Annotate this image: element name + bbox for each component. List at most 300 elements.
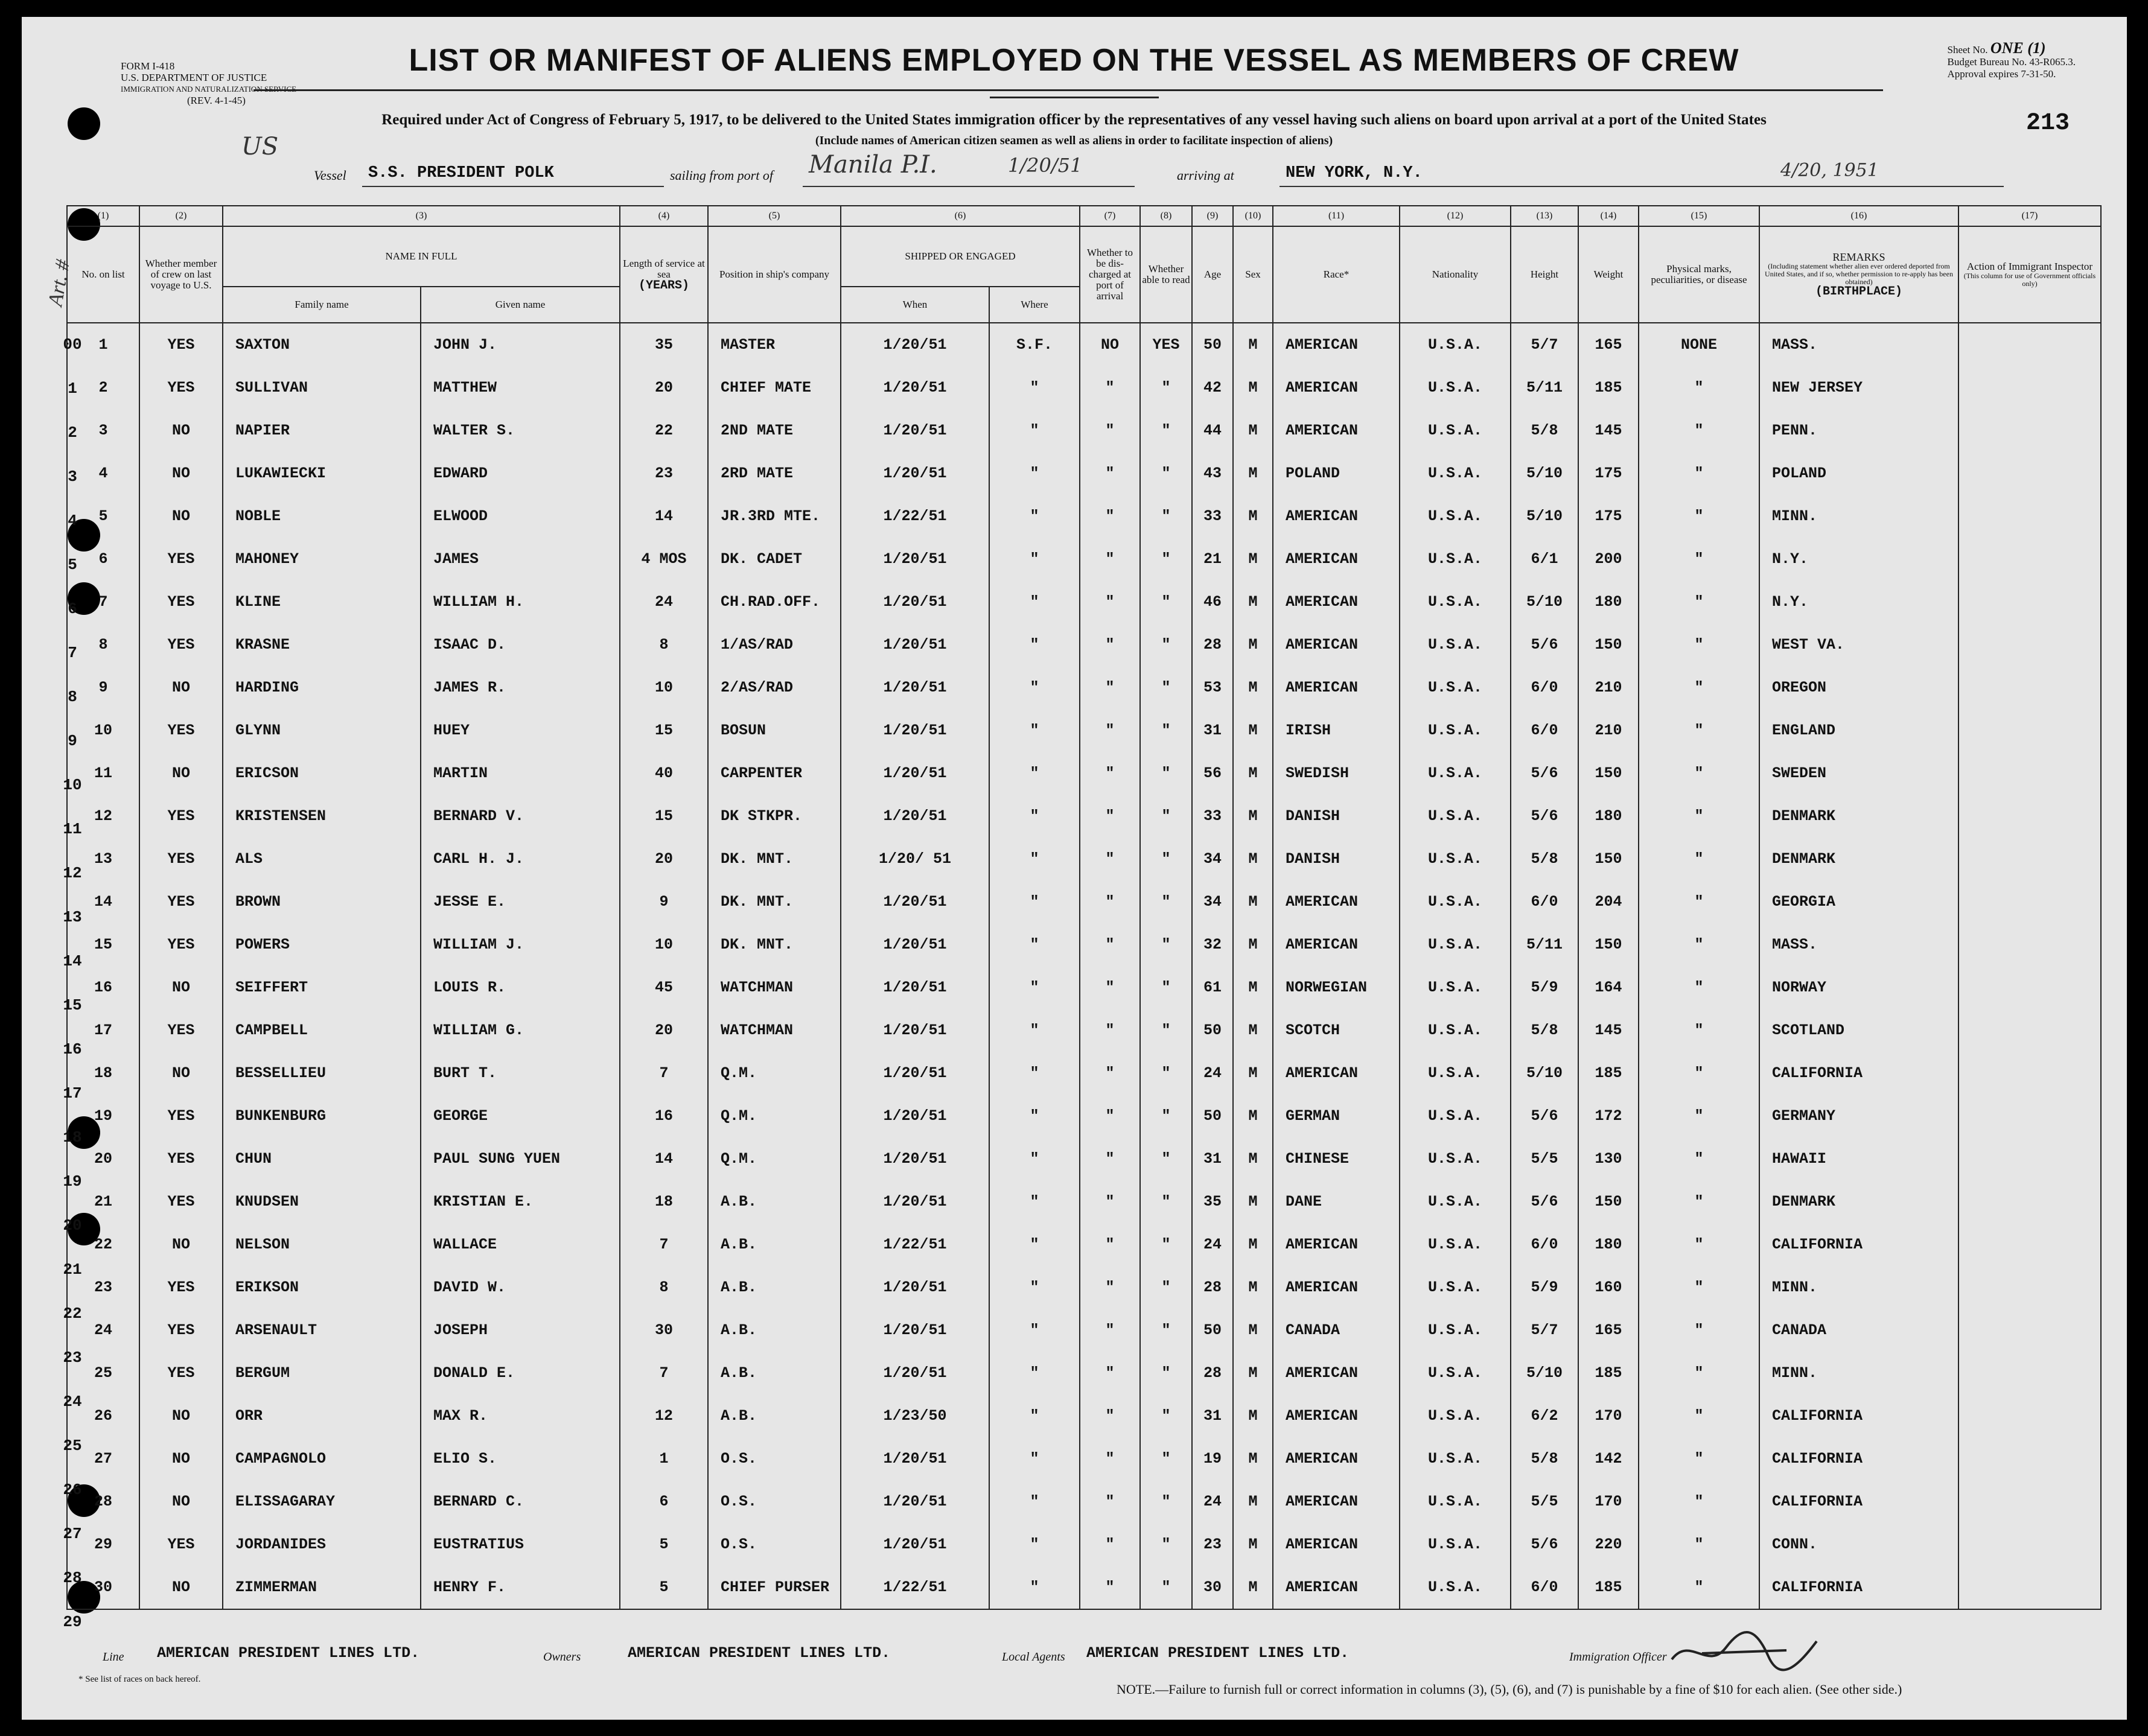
family-name-cell: ERICSON bbox=[223, 752, 421, 795]
race-cell: DANISH bbox=[1273, 795, 1400, 838]
weight-cell: 170 bbox=[1578, 1480, 1639, 1523]
length-service-cell: 8 bbox=[620, 623, 708, 666]
length-service-cell: 9 bbox=[620, 880, 708, 923]
length-service-cell: 20 bbox=[620, 366, 708, 409]
table-row bbox=[67, 880, 2101, 923]
title-underline bbox=[990, 97, 1159, 98]
voyage-cell: YES bbox=[139, 923, 223, 966]
weight-cell: 220 bbox=[1578, 1523, 1639, 1566]
inspector-action-cell bbox=[1958, 580, 2101, 623]
race-cell: NORWEGIAN bbox=[1273, 966, 1400, 1009]
given-name-cell: DAVID W. bbox=[421, 1266, 620, 1309]
sex-cell: M bbox=[1233, 838, 1273, 880]
weight-cell: 145 bbox=[1578, 409, 1639, 452]
no-on-list-cell: 6 bbox=[67, 538, 139, 580]
table-row bbox=[67, 452, 2101, 495]
no-on-list-cell: 25 bbox=[67, 1352, 139, 1394]
sex-cell: M bbox=[1233, 409, 1273, 452]
height-cell: 6/0 bbox=[1511, 880, 1578, 923]
shipped-when-cell: 1/20/51 bbox=[841, 709, 989, 752]
row-index: 11 bbox=[63, 820, 82, 838]
birthplace-cell: POLAND bbox=[1759, 452, 1958, 495]
voyage-cell: YES bbox=[139, 580, 223, 623]
age-cell: 35 bbox=[1192, 1180, 1233, 1223]
race-cell: AMERICAN bbox=[1273, 1394, 1400, 1437]
no-on-list-cell: 4 bbox=[67, 452, 139, 495]
position-cell: DK. MNT. bbox=[708, 923, 841, 966]
sex-cell: M bbox=[1233, 966, 1273, 1009]
age-cell: 31 bbox=[1192, 1137, 1233, 1180]
fine-note: NOTE.—Failure to furnish full or correct information in columns (3), (5), (6), and (7) is punishable by a fine of $10 for each alien. (See other side.) bbox=[1117, 1682, 1902, 1697]
given-name-cell: ISAAC D. bbox=[421, 623, 620, 666]
family-name-cell: CHUN bbox=[223, 1137, 421, 1180]
height-cell: 6/2 bbox=[1511, 1394, 1578, 1437]
shipped-where-cell: " bbox=[989, 1266, 1080, 1309]
department: U.S. DEPARTMENT OF JUSTICE bbox=[121, 72, 267, 83]
weight-cell: 185 bbox=[1578, 1566, 1639, 1609]
sex-cell: M bbox=[1233, 1052, 1273, 1095]
age-cell: 33 bbox=[1192, 795, 1233, 838]
weight-cell: 160 bbox=[1578, 1266, 1639, 1309]
port-underline bbox=[803, 186, 1135, 187]
physical-marks-cell: " bbox=[1639, 1223, 1759, 1266]
family-name-cell: JORDANIDES bbox=[223, 1523, 421, 1566]
position-cell: Q.M. bbox=[708, 1137, 841, 1180]
table-row bbox=[67, 1009, 2101, 1052]
birthplace-cell: NORWAY bbox=[1759, 966, 1958, 1009]
age-cell: 50 bbox=[1192, 323, 1233, 366]
shipped-when-cell: 1/20/51 bbox=[841, 1009, 989, 1052]
sex-cell: M bbox=[1233, 1394, 1273, 1437]
discharged-cell: " bbox=[1080, 452, 1140, 495]
shipped-where-cell: " bbox=[989, 1523, 1080, 1566]
birthplace-cell: DENMARK bbox=[1759, 795, 1958, 838]
nationality-cell: U.S.A. bbox=[1400, 580, 1511, 623]
shipped-where-cell: " bbox=[989, 1223, 1080, 1266]
birthplace-cell: WEST VA. bbox=[1759, 623, 1958, 666]
voyage-cell: YES bbox=[139, 366, 223, 409]
weight-cell: 210 bbox=[1578, 709, 1639, 752]
col-num-9: (9) bbox=[1192, 206, 1233, 226]
no-on-list-cell: 16 bbox=[67, 966, 139, 1009]
shipped-where-cell: " bbox=[989, 1095, 1080, 1137]
col-num-4: (4) bbox=[620, 206, 708, 226]
length-service-cell: 35 bbox=[620, 323, 708, 366]
family-name-cell: NOBLE bbox=[223, 495, 421, 538]
family-name-cell: SEIFFERT bbox=[223, 966, 421, 1009]
birthplace-cell: GERMANY bbox=[1759, 1095, 1958, 1137]
table-row bbox=[67, 966, 2101, 1009]
birthplace-cell: CALIFORNIA bbox=[1759, 1437, 1958, 1480]
sex-cell: M bbox=[1233, 1009, 1273, 1052]
age-cell: 43 bbox=[1192, 452, 1233, 495]
shipped-when-cell: 1/20/51 bbox=[841, 580, 989, 623]
nationality-cell: U.S.A. bbox=[1400, 1309, 1511, 1352]
table-row bbox=[67, 366, 2101, 409]
inspector-action-cell bbox=[1958, 1223, 2101, 1266]
include-note: (Include names of American citizen seamen as well as aliens in order to facilitate inspection of aliens) bbox=[815, 134, 1333, 147]
discharged-cell: " bbox=[1080, 838, 1140, 880]
shipped-where-cell: " bbox=[989, 623, 1080, 666]
no-on-list-cell: 1 bbox=[67, 323, 139, 366]
nationality-cell: U.S.A. bbox=[1400, 709, 1511, 752]
nationality-cell: U.S.A. bbox=[1400, 795, 1511, 838]
discharged-cell: " bbox=[1080, 709, 1140, 752]
birthplace-cell: N.Y. bbox=[1759, 538, 1958, 580]
weight-cell: 180 bbox=[1578, 795, 1639, 838]
sex-cell: M bbox=[1233, 923, 1273, 966]
height-cell: 5/6 bbox=[1511, 1523, 1578, 1566]
birthplace-cell: OREGON bbox=[1759, 666, 1958, 709]
inspector-action-cell bbox=[1958, 795, 2101, 838]
shipped-when-cell: 1/20/51 bbox=[841, 409, 989, 452]
age-cell: 28 bbox=[1192, 623, 1233, 666]
budget-bureau: Budget Bureau No. 43-R065.3. bbox=[1947, 56, 2076, 68]
length-service-cell: 6 bbox=[620, 1480, 708, 1523]
physical-marks-cell: " bbox=[1639, 923, 1759, 966]
shipped-when-cell: 1/20/51 bbox=[841, 1437, 989, 1480]
position-cell: A.B. bbox=[708, 1223, 841, 1266]
sex-cell: M bbox=[1233, 1523, 1273, 1566]
no-on-list-cell: 10 bbox=[67, 709, 139, 752]
shipped-where-cell: " bbox=[989, 409, 1080, 452]
shipped-when-cell: 1/20/ 51 bbox=[841, 838, 989, 880]
discharged-cell: " bbox=[1080, 1009, 1140, 1052]
weight-cell: 175 bbox=[1578, 452, 1639, 495]
birthplace-cell: MINN. bbox=[1759, 495, 1958, 538]
family-name-cell: BESSELLIEU bbox=[223, 1052, 421, 1095]
row-index: 29 bbox=[63, 1613, 82, 1631]
able-read-cell: " bbox=[1140, 1052, 1192, 1095]
able-read-cell: " bbox=[1140, 1223, 1192, 1266]
shipped-when-cell: 1/20/51 bbox=[841, 923, 989, 966]
inspector-action-cell bbox=[1958, 1566, 2101, 1609]
inspector-action-cell bbox=[1958, 409, 2101, 452]
voyage-cell: NO bbox=[139, 1566, 223, 1609]
row-index: 12 bbox=[63, 864, 82, 882]
birthplace-cell: NEW JERSEY bbox=[1759, 366, 1958, 409]
age-cell: 28 bbox=[1192, 1352, 1233, 1394]
position-cell: A.B. bbox=[708, 1266, 841, 1309]
sex-cell: M bbox=[1233, 709, 1273, 752]
age-cell: 34 bbox=[1192, 880, 1233, 923]
length-service-cell: 40 bbox=[620, 752, 708, 795]
physical-marks-cell: " bbox=[1639, 795, 1759, 838]
birthplace-cell: DENMARK bbox=[1759, 1180, 1958, 1223]
length-service-cell: 23 bbox=[620, 452, 708, 495]
weight-cell: 185 bbox=[1578, 366, 1639, 409]
shipped-when-cell: 1/20/51 bbox=[841, 452, 989, 495]
length-service-cell: 20 bbox=[620, 838, 708, 880]
shipped-when-cell: 1/20/51 bbox=[841, 1352, 989, 1394]
shipped-when-cell: 1/20/51 bbox=[841, 1266, 989, 1309]
able-read-cell: " bbox=[1140, 1009, 1192, 1052]
remarks-note: (Including statement whether alien ever ordered deported from United States, and if so, whether permission to re-apply has been obtained) bbox=[1765, 262, 1953, 286]
given-name-cell: BURT T. bbox=[421, 1052, 620, 1095]
able-read-cell: " bbox=[1140, 923, 1192, 966]
position-cell: 2RD MATE bbox=[708, 452, 841, 495]
length-service-cell: 8 bbox=[620, 1266, 708, 1309]
nationality-cell: U.S.A. bbox=[1400, 1180, 1511, 1223]
weight-cell: 210 bbox=[1578, 666, 1639, 709]
position-cell: A.B. bbox=[708, 1180, 841, 1223]
officer-signature bbox=[1666, 1623, 1847, 1677]
race-cell: AMERICAN bbox=[1273, 880, 1400, 923]
birthplace-cell: CALIFORNIA bbox=[1759, 1566, 1958, 1609]
row-index: 20 bbox=[63, 1216, 82, 1235]
title-rule bbox=[253, 89, 1883, 91]
table-row bbox=[67, 1052, 2101, 1095]
physical-marks-cell: NONE bbox=[1639, 323, 1759, 366]
given-name-cell: MATTHEW bbox=[421, 366, 620, 409]
sex-cell: M bbox=[1233, 580, 1273, 623]
shipped-when-cell: 1/20/51 bbox=[841, 366, 989, 409]
inspector-action-cell bbox=[1958, 1394, 2101, 1437]
voyage-cell: NO bbox=[139, 1480, 223, 1523]
row-index: 21 bbox=[63, 1261, 82, 1279]
given-name-cell: CARL H. J. bbox=[421, 838, 620, 880]
family-name-cell: GLYNN bbox=[223, 709, 421, 752]
row-index: 6 bbox=[68, 600, 77, 618]
col-num-12: (12) bbox=[1400, 206, 1511, 226]
height-cell: 5/11 bbox=[1511, 923, 1578, 966]
discharged-cell: " bbox=[1080, 1394, 1140, 1437]
position-cell: 1/AS/RAD bbox=[708, 623, 841, 666]
row-index: 19 bbox=[63, 1172, 82, 1191]
given-name-cell: EUSTRATIUS bbox=[421, 1523, 620, 1566]
height-cell: 5/6 bbox=[1511, 752, 1578, 795]
birthplace-cell: HAWAII bbox=[1759, 1137, 1958, 1180]
voyage-cell: YES bbox=[139, 323, 223, 366]
col-age: Age bbox=[1192, 226, 1233, 323]
shipped-where-cell: " bbox=[989, 1309, 1080, 1352]
inspector-action-cell bbox=[1958, 1137, 2101, 1180]
birthplace-cell: GEORGIA bbox=[1759, 880, 1958, 923]
physical-marks-cell: " bbox=[1639, 709, 1759, 752]
physical-marks-cell: " bbox=[1639, 580, 1759, 623]
physical-marks-cell: " bbox=[1639, 1309, 1759, 1352]
no-on-list-cell: 8 bbox=[67, 623, 139, 666]
able-read-cell: " bbox=[1140, 580, 1192, 623]
col-physical: Physical marks, peculiarities, or disease bbox=[1639, 226, 1759, 323]
length-service-cell: 18 bbox=[620, 1180, 708, 1223]
family-name-cell: ARSENAULT bbox=[223, 1309, 421, 1352]
weight-cell: 150 bbox=[1578, 923, 1639, 966]
nationality-cell: U.S.A. bbox=[1400, 452, 1511, 495]
able-read-cell: " bbox=[1140, 1523, 1192, 1566]
action-label: Action of Immigrant Inspector bbox=[1966, 261, 2093, 272]
given-name-cell: JAMES bbox=[421, 538, 620, 580]
inspector-action-cell bbox=[1958, 1266, 2101, 1309]
weight-cell: 142 bbox=[1578, 1437, 1639, 1480]
shipped-where-cell: " bbox=[989, 1566, 1080, 1609]
position-cell: CHIEF MATE bbox=[708, 366, 841, 409]
table-row bbox=[67, 495, 2101, 538]
able-read-cell: " bbox=[1140, 880, 1192, 923]
shipped-where-cell: " bbox=[989, 1394, 1080, 1437]
able-read-cell: " bbox=[1140, 1180, 1192, 1223]
age-cell: 61 bbox=[1192, 966, 1233, 1009]
discharged-cell: " bbox=[1080, 409, 1140, 452]
height-cell: 5/10 bbox=[1511, 580, 1578, 623]
age-cell: 53 bbox=[1192, 666, 1233, 709]
row-index: 3 bbox=[68, 468, 77, 486]
race-cell: AMERICAN bbox=[1273, 1523, 1400, 1566]
inspector-action-cell bbox=[1958, 666, 2101, 709]
given-name-cell: EDWARD bbox=[421, 452, 620, 495]
row-index: 16 bbox=[63, 1040, 82, 1058]
row-index: 00 bbox=[63, 335, 82, 354]
col-num-8: (8) bbox=[1140, 206, 1192, 226]
discharged-cell: " bbox=[1080, 1266, 1140, 1309]
shipped-where-cell: " bbox=[989, 538, 1080, 580]
col-where: Where bbox=[989, 287, 1080, 323]
shipped-where-cell: " bbox=[989, 1180, 1080, 1223]
voyage-cell: NO bbox=[139, 1052, 223, 1095]
inspector-action-cell bbox=[1958, 1352, 2101, 1394]
able-read-cell: " bbox=[1140, 623, 1192, 666]
line-label: Line bbox=[103, 1650, 124, 1664]
length-service-cell: 30 bbox=[620, 1309, 708, 1352]
birthplace-cell: N.Y. bbox=[1759, 580, 1958, 623]
shipped-when-cell: 1/20/51 bbox=[841, 1523, 989, 1566]
officer-label: Immigration Officer bbox=[1569, 1650, 1667, 1664]
shipped-when-cell: 1/23/50 bbox=[841, 1394, 989, 1437]
row-index: 25 bbox=[63, 1437, 82, 1455]
voyage-cell: NO bbox=[139, 1394, 223, 1437]
weight-cell: 150 bbox=[1578, 838, 1639, 880]
nationality-cell: U.S.A. bbox=[1400, 1266, 1511, 1309]
nationality-cell: U.S.A. bbox=[1400, 1137, 1511, 1180]
col-height: Height bbox=[1511, 226, 1578, 323]
shipped-when-cell: 1/20/51 bbox=[841, 1052, 989, 1095]
table-row bbox=[67, 752, 2101, 795]
height-cell: 5/10 bbox=[1511, 495, 1578, 538]
nationality-cell: U.S.A. bbox=[1400, 1223, 1511, 1266]
shipped-when-cell: 1/22/51 bbox=[841, 1223, 989, 1266]
physical-marks-cell: " bbox=[1639, 623, 1759, 666]
physical-marks-cell: " bbox=[1639, 1523, 1759, 1566]
length-service-cell: 16 bbox=[620, 1095, 708, 1137]
no-on-list-cell: 11 bbox=[67, 752, 139, 795]
shipped-where-cell: " bbox=[989, 1052, 1080, 1095]
row-index: 2 bbox=[68, 424, 77, 442]
arriving-label: arriving at bbox=[1177, 168, 1234, 183]
height-cell: 6/1 bbox=[1511, 538, 1578, 580]
position-cell: Q.M. bbox=[708, 1095, 841, 1137]
position-cell: CH.RAD.OFF. bbox=[708, 580, 841, 623]
race-cell: IRISH bbox=[1273, 709, 1400, 752]
weight-cell: 164 bbox=[1578, 966, 1639, 1009]
weight-cell: 200 bbox=[1578, 538, 1639, 580]
able-read-cell: " bbox=[1140, 1394, 1192, 1437]
able-read-cell: " bbox=[1140, 795, 1192, 838]
family-name-cell: BROWN bbox=[223, 880, 421, 923]
col-weight: Weight bbox=[1578, 226, 1639, 323]
no-on-list-cell: 26 bbox=[67, 1394, 139, 1437]
height-cell: 6/0 bbox=[1511, 1566, 1578, 1609]
shipped-where-cell: " bbox=[989, 880, 1080, 923]
inspector-action-cell bbox=[1958, 1009, 2101, 1052]
sheet-number: 213 bbox=[2025, 110, 2070, 137]
position-cell: A.B. bbox=[708, 1394, 841, 1437]
given-name-cell: HENRY F. bbox=[421, 1566, 620, 1609]
sheet-label: Sheet No. bbox=[1947, 44, 1988, 56]
weight-cell: 130 bbox=[1578, 1137, 1639, 1180]
height-cell: 5/5 bbox=[1511, 1137, 1578, 1180]
family-name-cell: LUKAWIECKI bbox=[223, 452, 421, 495]
shipped-when-cell: 1/20/51 bbox=[841, 1095, 989, 1137]
family-name-cell: ELISSAGARAY bbox=[223, 1480, 421, 1523]
no-on-list-cell: 21 bbox=[67, 1180, 139, 1223]
age-cell: 33 bbox=[1192, 495, 1233, 538]
weight-cell: 175 bbox=[1578, 495, 1639, 538]
length-service-cell: 15 bbox=[620, 709, 708, 752]
table-row bbox=[67, 838, 2101, 880]
able-read-cell: " bbox=[1140, 1566, 1192, 1609]
row-index: 8 bbox=[68, 688, 77, 706]
weight-cell: 150 bbox=[1578, 623, 1639, 666]
length-service-cell: 10 bbox=[620, 923, 708, 966]
age-cell: 24 bbox=[1192, 1223, 1233, 1266]
position-cell: BOSUN bbox=[708, 709, 841, 752]
length-service-cell: 7 bbox=[620, 1052, 708, 1095]
discharged-cell: " bbox=[1080, 752, 1140, 795]
age-cell: 24 bbox=[1192, 1480, 1233, 1523]
race-cell: DANISH bbox=[1273, 838, 1400, 880]
physical-marks-cell: " bbox=[1639, 538, 1759, 580]
birthplace-cell: CALIFORNIA bbox=[1759, 1052, 1958, 1095]
sex-cell: M bbox=[1233, 1309, 1273, 1352]
weight-cell: 150 bbox=[1578, 752, 1639, 795]
inspector-action-cell bbox=[1958, 495, 2101, 538]
height-cell: 5/6 bbox=[1511, 623, 1578, 666]
height-cell: 5/6 bbox=[1511, 1180, 1578, 1223]
birthplace-cell: CALIFORNIA bbox=[1759, 1223, 1958, 1266]
physical-marks-cell: " bbox=[1639, 1180, 1759, 1223]
race-cell: CANADA bbox=[1273, 1309, 1400, 1352]
shipped-where-cell: " bbox=[989, 966, 1080, 1009]
age-cell: 32 bbox=[1192, 923, 1233, 966]
shipped-where-cell: " bbox=[989, 1352, 1080, 1394]
family-name-cell: CAMPAGNOLO bbox=[223, 1437, 421, 1480]
weight-cell: 165 bbox=[1578, 1309, 1639, 1352]
race-cell: AMERICAN bbox=[1273, 323, 1400, 366]
crew-rows bbox=[67, 323, 2101, 1609]
family-name-cell: KRISTENSEN bbox=[223, 795, 421, 838]
table-row bbox=[67, 709, 2101, 752]
nationality-cell: U.S.A. bbox=[1400, 1480, 1511, 1523]
family-name-cell: MAHONEY bbox=[223, 538, 421, 580]
sex-cell: M bbox=[1233, 1437, 1273, 1480]
given-name-cell: GEORGE bbox=[421, 1095, 620, 1137]
able-read-cell: " bbox=[1140, 538, 1192, 580]
race-cell: DANE bbox=[1273, 1180, 1400, 1223]
nationality-cell: U.S.A. bbox=[1400, 1437, 1511, 1480]
physical-marks-cell: " bbox=[1639, 880, 1759, 923]
line-value: AMERICAN PRESIDENT LINES LTD. bbox=[157, 1644, 420, 1662]
physical-marks-cell: " bbox=[1639, 366, 1759, 409]
no-on-list-cell: 28 bbox=[67, 1480, 139, 1523]
no-on-list-cell: 20 bbox=[67, 1137, 139, 1180]
arriving-port: NEW YORK, N.Y. bbox=[1286, 164, 1423, 182]
able-read-cell: " bbox=[1140, 409, 1192, 452]
sex-cell: M bbox=[1233, 795, 1273, 838]
birthplace-cell: CALIFORNIA bbox=[1759, 1480, 1958, 1523]
voyage-cell: YES bbox=[139, 538, 223, 580]
row-index: 28 bbox=[63, 1569, 82, 1587]
height-cell: 6/0 bbox=[1511, 709, 1578, 752]
